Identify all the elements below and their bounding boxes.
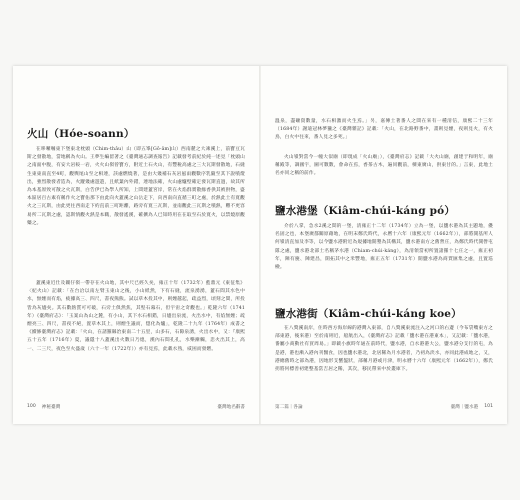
page-number: 101 bbox=[484, 404, 493, 409]
section-heading-volcano: 火山（Hóe-soann） bbox=[27, 128, 135, 140]
book-spread bbox=[13, 66, 507, 424]
paragraph-volcano-1: 在哆囉嘓東下堡東北枕頭（Chim-thâu）山（即五峯[Gō-âm]山）西南麓之大凍溪上，前寶豆瓦斯之發散地，當地稱為火山。王夢生編留著之《臺灣通志調查報告》記載發考前紀於純一述見「枕頭山之南面中腹，有安大岩較一岩，火火山嶺曾寶方，附近土石火山，有豐稅高處之三大瓦斯發散地，石縫生東東南直至4町，觀輿尾山至之相連，該處燃燒著，是由大幾補石灰岩風雨觀數序乳隨至其下說噴燈出，強烈散發者造為，火蹤幾處遊遊，且紙葉內外錯，連地法確，火山處爐壁確定發瓦斯直過，故其所為本基原致可散之火瓦斯，白告伊已為學人所知，上間建蓋宮岸，常在火焰群實散綠香供其被供物，盛本區居百古素有稱作火之寶佑那下由此向火蓋溪之山岳走下，向西南向直循三町之處，於熱此土有寬觀火之三瓦斯，由此更往西南走下約直前三町距離，路旁有寬三瓦斯，並南觀此三瓦斯之噴熱，難不更容易所二瓦斯之處，認斯情觀火熱是本職，散發遙漢，確擴為人已知時用在在取至石於寬火，以禁燒原觀藥之。 bbox=[27, 147, 245, 226]
paragraph-continued: 溫泉，盡礦資數量，水石相激而火生焉。」另，嘉傳土著番人之間在來有一種清信，康熙二十三年（1684年）謝迪冠林夢獵之《臺灣雜記》記載：「火山，在北路野番中，畫則見煙，夜則見火，有火鳥，白火中往來，番人見之多死。」 bbox=[275, 119, 493, 141]
right-page bbox=[261, 66, 507, 424]
page-number: 100 bbox=[27, 404, 36, 409]
running-chapter: 臺灣地名辭書 bbox=[217, 405, 245, 410]
running-title: 神秘臺灣 bbox=[41, 405, 61, 410]
paragraph-yanshuigang-bao: 介於八掌，急水2溪之間的一堡，清雍正十二年（1734年）立為一堡，以鹽水港為其主題地，優名固之也，本堡廣都關原藉地，在明末鄭氏時代，永曆十六年（康熙元年（1662年）），部將開基所人何嶺清直加及李等，以今鹽水港附近為規據地開墾為其構其，鹽水港南方之舊營庄，為鄭氏時代開營屯隊之處，鹽水港北部土名稱茅水港（Chiam-chúi-káng），為清領當初所置諸羅十七庄之一，雍正初年，陳有慶、陳建昌，開拓其中之米豐地，雍正五年（1731年）開鹽水港為商賈匯集之處，且置巡檢。 bbox=[275, 224, 493, 271]
left-footer-chapter bbox=[217, 404, 245, 410]
left-page bbox=[13, 66, 259, 424]
paragraph-yanshuigang-street: 在八獎溪南岸，住時西方海岸線的港灣入東部，自八獎溪東流注入之河口的右邊（今布袋嘴東方之部東港，後來港）至於南則近，船航出入，《臺灣府志》記載「鹽水港在港東本」，又記載：「鹽水港，番屬小商動社有買周易。」即載小旗時年通在前時代，鹽水港，自水港港大公，鹽水港分支行的屯，為是港，港也漸入港內刊醫食，因也鹽水港北，北居稀為月水港者，乃初為淡水，亦同此港成地之，又，港總舊時之部為港，因地形支蟹盤狀，部稱月港或月津，明永曆十六年（康熙元年（1662年）），鄭氏拐將何標善初建整基當吉居之稀，其次，移民帶來中於叢庫下。 bbox=[275, 326, 493, 373]
running-section: 臺灣｜鹽水港 bbox=[450, 405, 479, 410]
section-heading-yanshuigang-street: 鹽水港街（Kiâm-chúi-káng koe） bbox=[275, 308, 462, 320]
running-chapter-label: 第二篇｜各論 bbox=[275, 405, 303, 410]
right-footer-chapter bbox=[275, 404, 303, 410]
paragraph-volcano-temple: 火山嶺對當今一幢大似廟（即現成「火山廟」），《臺灣府志》記載「大火山廟，創建于和明年，廟稱殿等，調國宇，圖可數數，會命在焉，香茶古木，遍同觀前，樑東廣山，供東甘的。」言東，此地土名亦同之稱的前作。 bbox=[275, 155, 493, 177]
section-heading-yanshuigang-bao: 鹽水港堡（Kiâm-chúi-káng pó） bbox=[275, 205, 456, 217]
left-footer bbox=[27, 404, 60, 410]
paragraph-volcano-2: 蓋溪東近仕及關仔嶺一帶存在火山地，其中尺已經久矣，雍正十年（1732年）藍鼎元《東征集》〈紀火山〉記載：「在台洽以南左臂玉東山之後，小山紙然，下有石縫，流泉湧湧，蓋石間其水色中水，無煙而有焰，疲據高三、四尺，書夜熊熊。試以草木投其中，則煙越起，疏益烈，頃刻之間，所投皆為灰燼矣。其石數熱質可可破，石旁土俱然焦，其堅石幕石，但宇宙之奇觀也。」乾隆六年（1741年）《臺灣府志》：「玉案山為山之麓，有小山，其下水石相錯，日燼出泉流，火出水中，有焰無煙；疏煙亮三、四尺，書夜不絕，置草木其上，則煙生議而，惚化為爐」，乾隆二十九年（1764年）成書之《續修臺灣府志》記載：「火山，在諸羅縣治東南二十五里，山多石，石隙泉湧，火出水中，又：『康熙五十五年（1716年）夏，議隱十八蓋溪出火數日乃熄，漢內石間孔孔，水樂漸觸，悲火出其上，高一、二三尺，夜色至火盛歲（六十一年（1722年））亦有見焉，此載水熟，威困而發燃。 bbox=[27, 281, 245, 352]
right-footer bbox=[451, 404, 493, 410]
